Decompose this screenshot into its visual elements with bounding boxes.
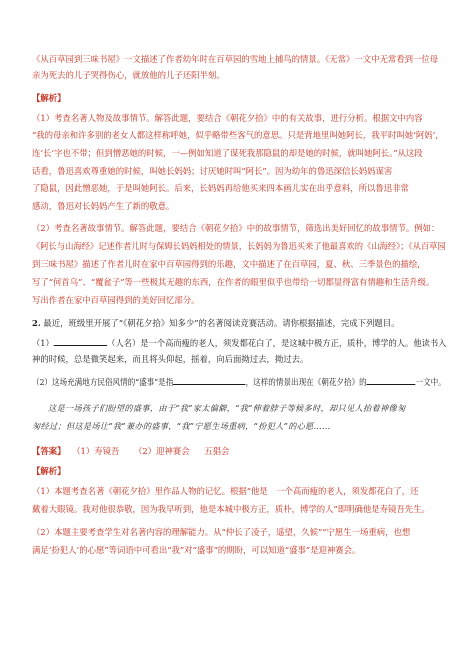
question-stem-text: 最近，班级里开展了“《朝花夕拾》知多少”的名著阅读竞赛活动。请你根据描述，完成下列题目。 — [43, 318, 400, 328]
question-2-sub2 — [32, 376, 446, 388]
analysis1-p1-line-4: 话看，鲁迅喜欢尊重她的时候，叫她长妈妈；讨厌她时叫“阿长”。因为幼年的鲁迅深信长妈妈谋害 — [32, 166, 393, 176]
intro-line-2: 亲为死去的儿子哭得伤心，就放他的儿子还阳半刻。 — [32, 70, 225, 80]
answer-blank-3[interactable] — [367, 376, 416, 385]
analysis1-p2-line-1: （2）考查名著故事情节。解答此题，要结合《朝花夕拾》中的故事情节，筛选出美好回忆的故事情节。例如： — [32, 223, 440, 233]
analysis1-p2-line-3: 到三味书屋》描述了作者儿时在家中百草园得到的乐趣，文中描述了在百草园，夏、秋、三季景色的描绘， — [32, 259, 426, 269]
analysis-tag-1: 【解析】 — [32, 93, 66, 103]
analysis1-p2-line-4: 写了“何首乌”、“覆盆子”等一些极其无趣的东西，在作者的眼里似乎也带给一切都显得富有情趣和生活升级。 — [32, 277, 435, 287]
analysis-tag-2: 【解析】 — [32, 466, 66, 476]
analysis2-p1-line-1: （1）本题考查名著《朝花夕拾》里作品人物的记忆。根据“他是 一个高而瘦的老人，须发都花白了，还 — [32, 486, 419, 496]
sub2-text: ，这样的情景出现在《朝花夕拾》的 — [245, 377, 367, 387]
question-number: 2. — [32, 318, 41, 328]
analysis1-p2-line-5: 写出作者在家中百草园得到的美好回忆部分。 — [32, 295, 200, 305]
answer-tag: 【答案】 — [32, 446, 66, 456]
analysis1-p1-line-2: “我的母亲和许多别的老女人都这样称呼她，似乎略带些客气的意思。只是背地里叫她阿长，我平时叫她‘阿妈’， — [32, 130, 444, 140]
question-2-sub1-line-2: 神的时候，总是微笑起来，而且将头仰起，摇着，向后面拗过去，拗过去。 — [32, 354, 309, 364]
answer-item-1: （1）寿镜吾 — [72, 446, 120, 456]
sub1-text: （人名）是一个高而瘦的老人，须发都花白了，是这城中极方正，质朴，博学的人。他读书入 — [107, 338, 447, 348]
analysis2-p2-line-1: （2）本题主要考查学生对名著内容的理解能力。从“仲长了凌子，遥望，久候”“宁愿生一场重病，也想 — [32, 527, 411, 537]
analysis2-p2-line-2: 满足‘扮犯人’的心愿”等词语中可看出“我”对“盛事”的期盼，可以知道“盛事”是迎神赛会。 — [32, 545, 361, 555]
intro-line-1: 《从百草园到三味书屋》一文描述了作者幼年时在百草园的雪地上捕鸟的情景。《无常》一文中无常看到一位母 — [32, 54, 439, 64]
question-2-stem — [32, 318, 400, 329]
analysis2-p1-line-2: 戴着大眼镜。我对他很恭敬，因为我早听到，他是本城中极方正，质朴，博学的人”即明确他是寿镜吾先生。 — [32, 504, 430, 514]
sub2-prefix: （2）这场充满地方民俗风情的“盛事”是指 — [32, 377, 174, 387]
analysis1-p1-line-6: 感动，鲁迅对长妈妈产生了新的敬意。 — [32, 201, 175, 211]
question-2-sub1 — [32, 337, 446, 349]
answer-item-2: （2）迎神赛会 — [134, 446, 190, 456]
answer-blank-2[interactable] — [173, 376, 245, 385]
analysis1-p1-line-5: 了隐鼠，因此憎恶她，于是叫她阿长。后来，长妈妈再给他买来四本画儿实在出乎意料，所以鲁迅非常 — [32, 183, 409, 193]
answer-blank-1[interactable] — [54, 337, 107, 346]
answer-row — [32, 446, 229, 457]
sub2-end: 一文中。 — [415, 377, 446, 387]
analysis1-p2-line-2: 《阿长与山海经》记述作者儿时与保姆长妈妈相处的情景，长妈妈为鲁迅买来了他最喜欢的《山海经》；《从百草园 — [32, 241, 446, 251]
analysis1-p1-line-1: （1）考查名著人物及故事情节。解答此题，要结合《朝花夕拾》中的有关故事，进行分析。根据文中内容 — [32, 113, 423, 123]
analysis1-p1-line-3: 连‘长’字也不带；但到憎恶她的时候，一—例如知道了谋死我那隐鼠的却是她的时候，就叫她阿长。”从这段 — [32, 148, 423, 158]
answer-item-3: 五猖会 — [204, 446, 230, 456]
handwritten-line-2: 匆经过；但这是场让“我”兼办的盛事，“我”宁愿生场重病，“扮犯人”的心愿…… — [32, 421, 331, 431]
sub1-prefix: （1） — [32, 338, 54, 348]
handwritten-line-1: 这是一场孩子们盼望的盛事，由于“我”家太偏僻，“我”伸着脖子等候多时，却只见人抬着神像匆 — [48, 403, 406, 413]
